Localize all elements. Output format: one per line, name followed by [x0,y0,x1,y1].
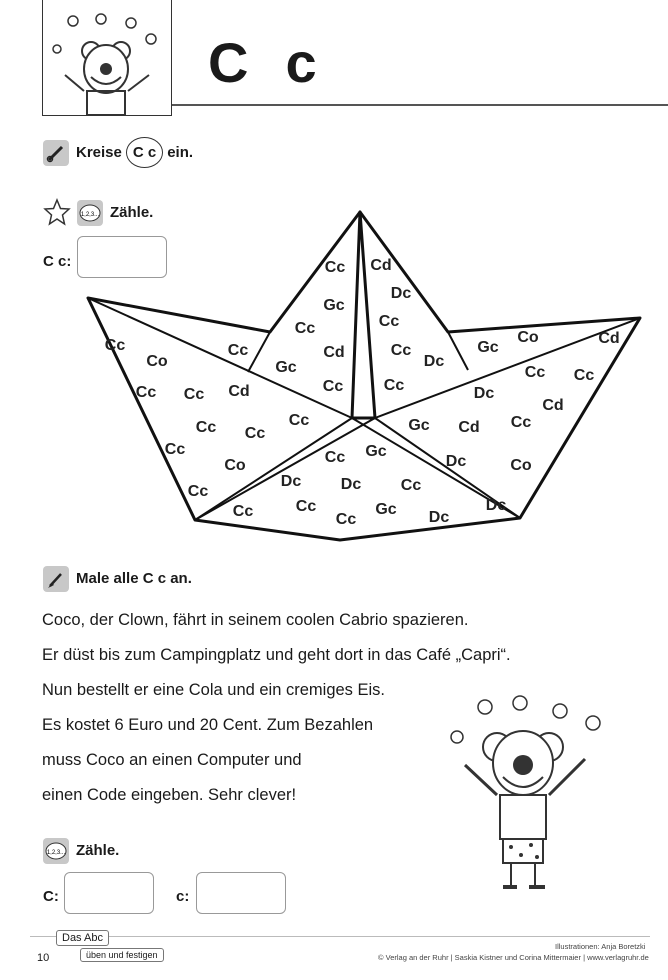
boat-syllable[interactable]: Cc [322,378,344,395]
boat-syllable[interactable]: Gc [375,501,397,518]
boat-syllable[interactable]: Cd [598,330,620,347]
svg-text:1,2,3...: 1,2,3... [80,212,100,218]
header-rule [172,104,668,106]
instruction-circle [76,137,193,168]
count-label-cc: C c: [43,253,72,270]
circled-letters: C c [126,137,163,168]
counting-icon [43,838,69,864]
boat-syllable[interactable]: Cc [573,367,595,384]
boat-syllable[interactable]: Cd [323,344,345,361]
instruction-text: Kreise [76,144,122,161]
boat-syllable[interactable]: Co [146,353,168,370]
story-line: Es kostet 6 Euro und 20 Cent. Zum Bezahlen [42,716,374,734]
boat-syllable[interactable]: Cc [288,412,310,429]
boat-syllable[interactable]: Co [517,329,539,346]
boat-syllable[interactable]: Cc [244,425,266,442]
color-instruction: Male alle C c an. [76,570,192,587]
boat-syllable[interactable]: Dc [423,353,445,370]
pen-icon [43,140,69,166]
instruction-text-end: ein. [167,144,194,161]
boat-syllable[interactable]: Dc [473,385,495,402]
boat-syllable[interactable]: Gc [365,443,387,460]
count-answer-box-upper[interactable] [64,872,154,914]
boat-syllable[interactable]: Dc [340,476,362,493]
boat-syllable[interactable]: Cc [400,477,422,494]
boat-syllable[interactable]: Dc [280,473,302,490]
series-subtitle: üben und festigen [80,948,164,962]
count-instruction-2: Zähle. [76,842,120,859]
boat-syllable[interactable]: Gc [408,417,430,434]
story-line: Nun bestellt er eine Cola und ein cremiges Eis. [42,681,386,699]
boat-syllable[interactable]: Cc [104,337,126,354]
series-label: Das Abc [56,930,109,946]
brush-icon [43,566,69,592]
boat-syllable[interactable]: Cc [335,511,357,528]
boat-syllable[interactable]: Cc [383,377,405,394]
boat-syllable[interactable]: Dc [428,509,450,526]
boat-syllable[interactable]: Cc [378,313,400,330]
boat-syllable[interactable]: Cd [370,257,392,274]
boat-syllable[interactable]: Cc [295,498,317,515]
page-number: 10 [37,952,50,964]
clown-illustration [42,0,172,116]
boat-syllable[interactable]: Co [510,457,532,474]
boat-syllable[interactable]: Cc [183,386,205,403]
illustration-credit: Illustrationen: Anja Boretzki [555,942,646,951]
boat-syllable[interactable]: Cd [458,419,480,436]
svg-text:1,2,3...: 1,2,3... [46,850,66,856]
boat-syllable[interactable]: Cd [542,397,564,414]
boat-syllable[interactable]: Cc [324,259,346,276]
boat-syllable[interactable]: Cc [524,364,546,381]
boat-syllable[interactable]: Gc [323,297,345,314]
story-line: Er düst bis zum Campingplatz und geht dort in das Café „Capri“. [42,646,511,664]
count-label-lower: c: [176,888,190,905]
count-label-upper: C: [43,888,59,905]
boat-syllable[interactable]: Cc [232,503,254,520]
boat-syllable[interactable]: Cc [227,342,249,359]
count-answer-box-lower[interactable] [196,872,286,914]
story-text [42,603,511,813]
boat-syllable[interactable]: Gc [275,359,297,376]
boat-syllable[interactable]: Cc [510,414,532,431]
page-title: C c [208,31,319,94]
story-line: muss Coco an einen Computer und [42,751,302,769]
count-instruction: Zähle. [110,204,154,221]
boat-syllable[interactable]: Cc [390,342,412,359]
boat-syllable[interactable]: Gc [477,339,499,356]
boat-syllable[interactable]: Cd [228,383,250,400]
boat-syllable[interactable]: Cc [294,320,316,337]
juggling-clown-illustration [445,695,615,905]
story-line: einen Code eingeben. Sehr clever! [42,786,297,804]
paper-boat [0,200,668,550]
boat-syllable[interactable]: Cc [187,483,209,500]
boat-syllable[interactable]: Dc [390,285,412,302]
boat-syllable[interactable]: Cc [324,449,346,466]
boat-syllable[interactable]: Cc [164,441,186,458]
story-line: Coco, der Clown, fährt in seinem coolen Cabrio spazieren. [42,611,469,629]
boat-syllable[interactable]: Dc [445,453,467,470]
boat-syllable[interactable]: Cc [195,419,217,436]
boat-syllable[interactable]: Cc [135,384,157,401]
boat-syllable[interactable]: Co [224,457,246,474]
copyright: © Verlag an der Ruhr | Saskia Kistner und Corina Mittermaier | www.verlagruhr.de [378,953,649,962]
boat-syllable[interactable]: Dc [485,497,507,514]
footer-rule [30,936,650,937]
